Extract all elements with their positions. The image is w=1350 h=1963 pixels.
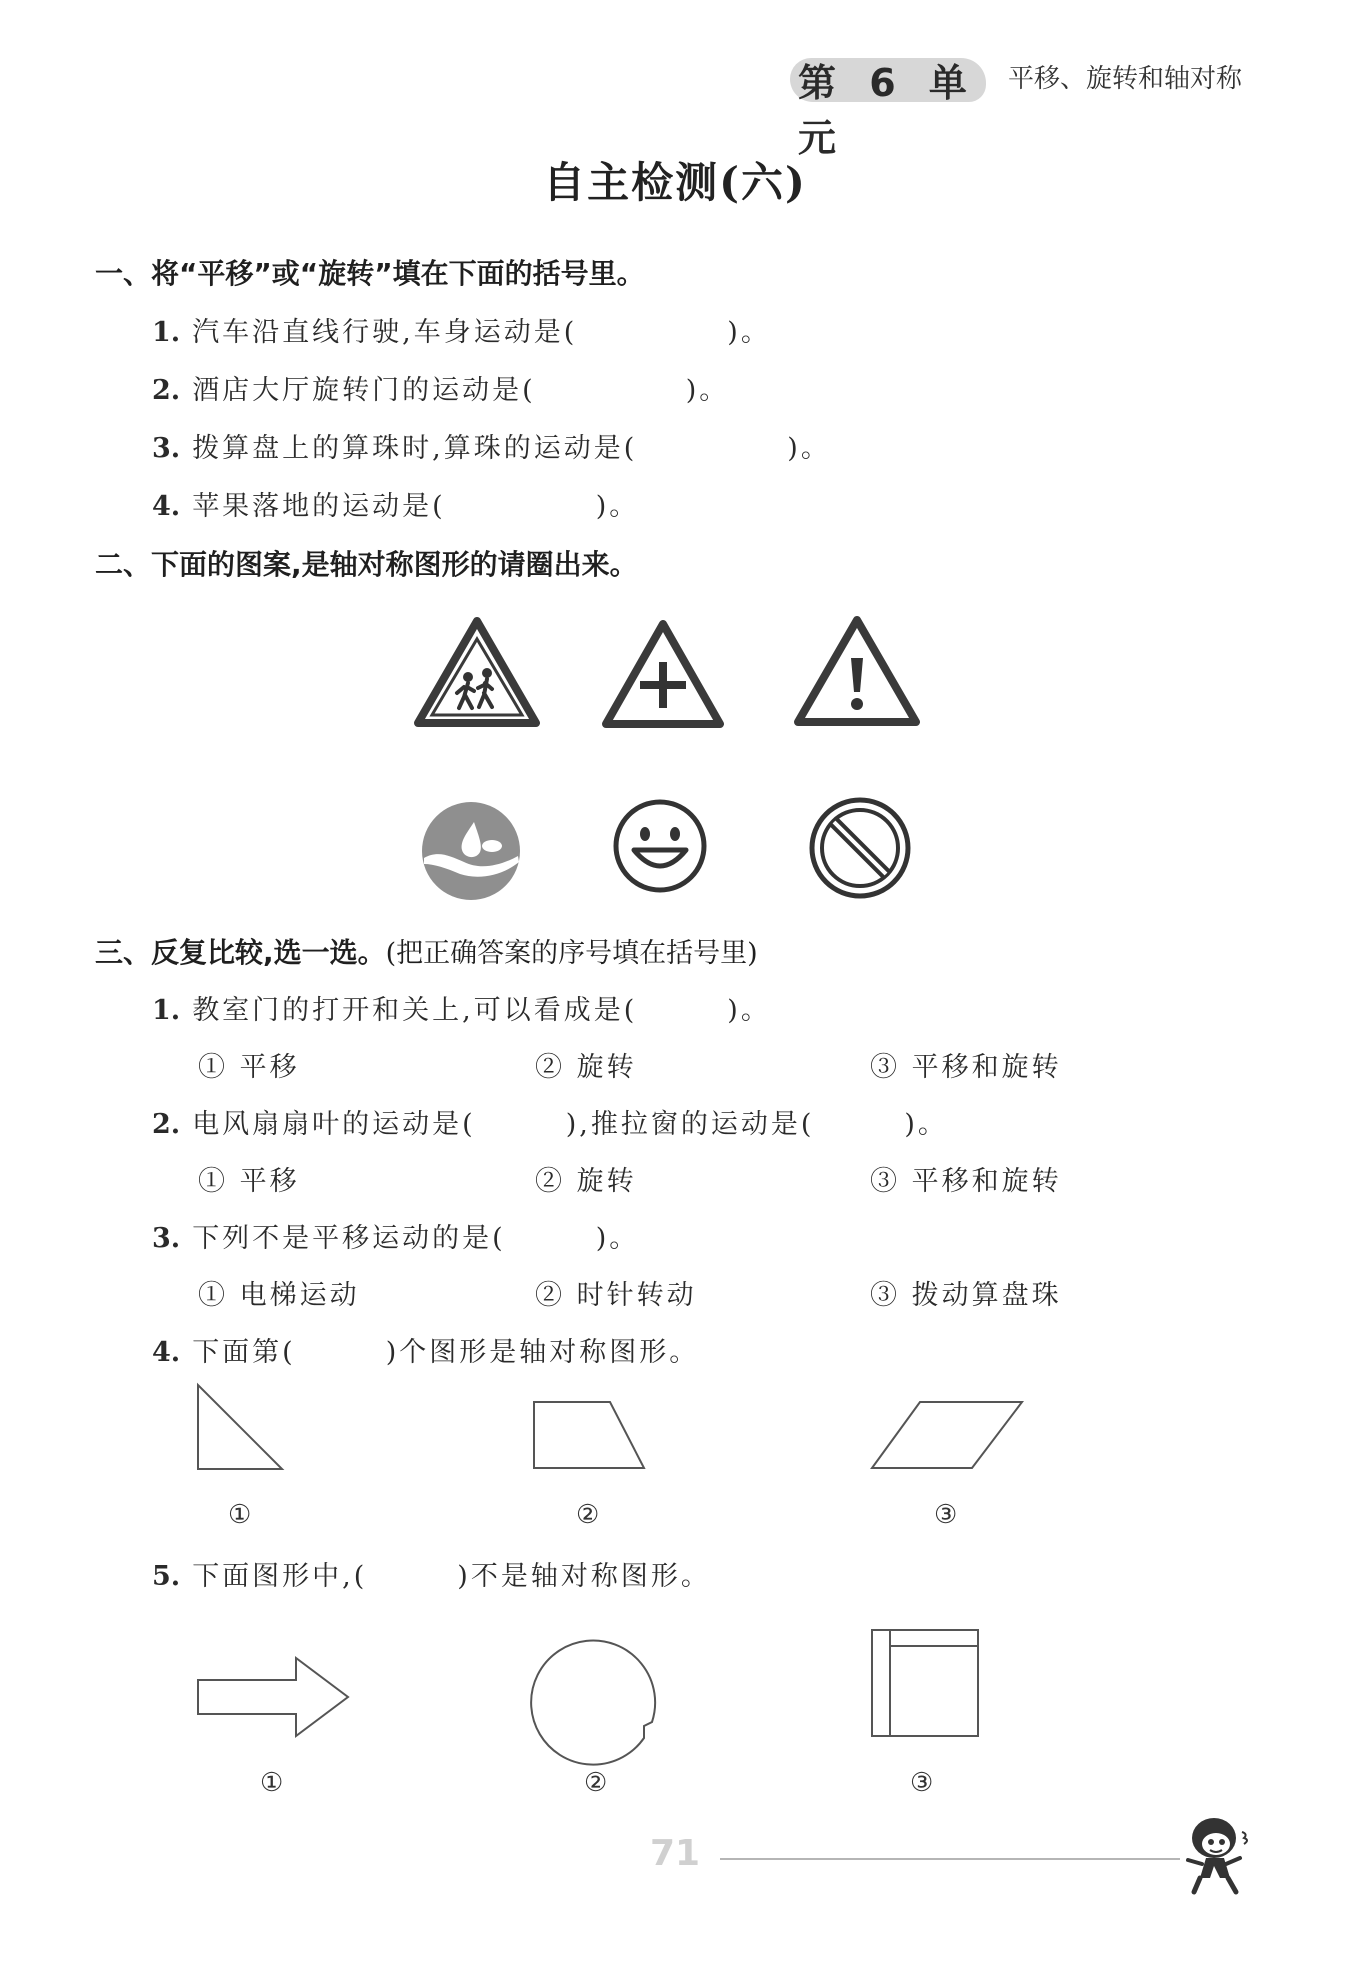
question-number: 1. xyxy=(152,317,181,348)
q4-figure-label-3: ③ xyxy=(934,1500,958,1530)
question-number: 3. xyxy=(152,1223,181,1254)
s3-q1-option-3: ③ 平移和旋转 xyxy=(870,1052,1062,1083)
q5-figure-label-1: ① xyxy=(260,1768,284,1798)
s3-question-5 xyxy=(152,1554,711,1593)
cartoon-mascot-icon xyxy=(1180,1812,1252,1898)
divided-square-shape xyxy=(870,1628,982,1740)
s3-question-4 xyxy=(152,1330,699,1369)
unit-badge xyxy=(790,50,990,160)
question-text: 酒店大厅旋转门的运动是( )。 xyxy=(192,375,730,406)
s3-q2-option-2: ② 旋转 xyxy=(535,1166,637,1197)
s3-q2-option-1: ① 平移 xyxy=(198,1166,300,1197)
question-text: 拨算盘上的算珠时,算珠的运动是( )。 xyxy=(192,433,831,464)
children-crossing-sign-icon xyxy=(412,615,542,730)
section1-heading: 一、将“平移”或“旋转”填在下面的括号里。 xyxy=(95,257,645,290)
plus-warning-sign-icon xyxy=(600,618,726,730)
footer-line xyxy=(720,1858,1180,1860)
broken-circle-shape xyxy=(532,1610,664,1742)
section2-heading: 二、下面的图案,是轴对称图形的请圈出来。 xyxy=(95,548,638,581)
section3-heading-text: 三、反复比较,选一选。 xyxy=(95,936,386,969)
s3-q2-option-3: ③ 平移和旋转 xyxy=(870,1166,1062,1197)
question-number: 2. xyxy=(152,375,181,406)
question-number: 2. xyxy=(152,1109,181,1140)
q4-figure-label-2: ② xyxy=(576,1500,600,1530)
question-text: 电风扇扇叶的运动是( ),推拉窗的运动是( )。 xyxy=(192,1109,948,1140)
question-number: 1. xyxy=(152,995,181,1026)
water-drop-logo-icon xyxy=(420,800,522,902)
s3-q1-option-2: ② 旋转 xyxy=(535,1052,637,1083)
parallelogram-shape xyxy=(870,1400,1026,1472)
s3-question-1 xyxy=(152,988,771,1027)
question-text: 下面图形中,( )不是轴对称图形。 xyxy=(192,1561,711,1592)
s3-q1-option-1: ① 平移 xyxy=(198,1052,300,1083)
q5-figure-label-3: ③ xyxy=(910,1768,934,1798)
question-number: 5. xyxy=(152,1561,181,1592)
s1-question-1 xyxy=(152,310,771,349)
right-trapezoid-shape xyxy=(532,1400,648,1472)
question-number: 3. xyxy=(152,433,181,464)
arrow-shape xyxy=(196,1656,352,1738)
s3-question-2 xyxy=(152,1102,948,1141)
page-title: 自主检测(六) xyxy=(543,158,807,207)
smiley-face-icon xyxy=(612,798,708,894)
page-number: 71 xyxy=(650,1833,701,1874)
right-triangle-shape xyxy=(196,1383,286,1473)
unit-subtitle: 平移、旋转和轴对称 xyxy=(1008,64,1243,94)
q5-figure-label-2: ② xyxy=(584,1768,608,1798)
section3-note: (把正确答案的序号填在括号里) xyxy=(385,938,758,969)
unit-label: 第 6 单元 xyxy=(798,61,977,160)
question-number: 4. xyxy=(152,491,181,522)
question-text: 下列不是平移运动的是( )。 xyxy=(192,1223,640,1254)
question-number: 4. xyxy=(152,1337,181,1368)
s1-question-2 xyxy=(152,368,729,407)
question-text: 下面第( )个图形是轴对称图形。 xyxy=(192,1337,700,1368)
q4-figure-label-1: ① xyxy=(228,1500,252,1530)
prohibition-sign-icon xyxy=(808,796,912,900)
s3-q3-option-2: ② 时针转动 xyxy=(535,1280,697,1311)
s3-q3-option-3: ③ 拨动算盘珠 xyxy=(870,1280,1062,1311)
s3-q3-option-1: ① 电梯运动 xyxy=(198,1280,360,1311)
question-text: 教室门的打开和关上,可以看成是( )。 xyxy=(192,995,771,1026)
section3-heading xyxy=(95,931,758,971)
s1-question-3 xyxy=(152,426,831,465)
s1-question-4 xyxy=(152,484,639,523)
exclamation-warning-sign-icon xyxy=(792,614,922,730)
s3-question-3 xyxy=(152,1216,639,1255)
question-text: 汽车沿直线行驶,车身运动是( )。 xyxy=(192,317,771,348)
question-text: 苹果落地的运动是( )。 xyxy=(192,491,640,522)
